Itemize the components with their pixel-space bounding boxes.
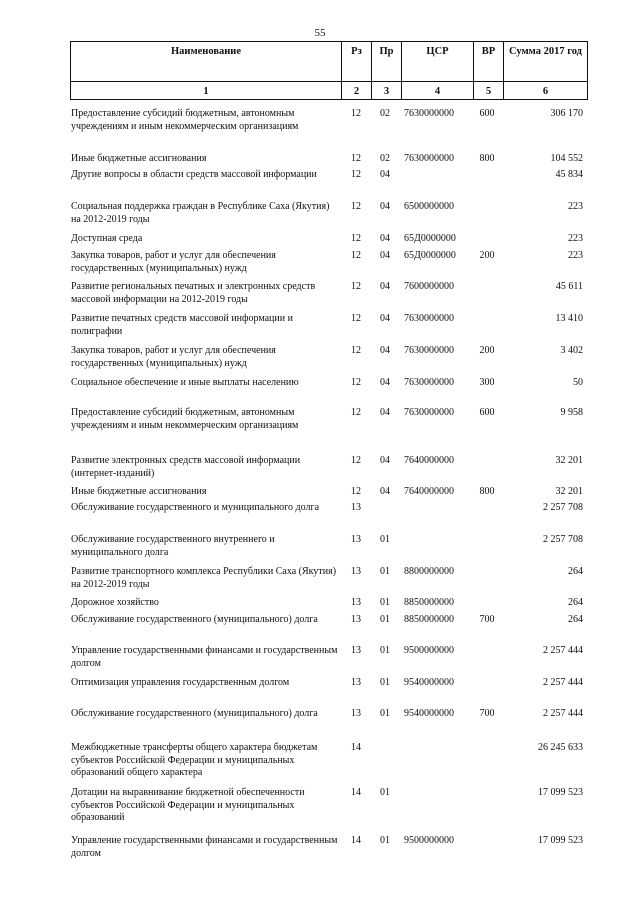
row-rz: 12: [351, 250, 361, 261]
row-name: Закупка товаров, работ и услуг для обеспечения государственных (муниципальных) нужд: [71, 345, 276, 369]
header-name-number: 1: [203, 86, 209, 97]
header-rz-number: 2: [353, 86, 360, 97]
row-name: Предоставление субсидий бюджетным, автономным учреждениям и иным некоммерческим организациям: [71, 108, 299, 132]
row-sum: 32 201: [555, 486, 583, 497]
row-pr: 02: [380, 108, 390, 119]
row-csr: 7640000000: [404, 486, 454, 497]
row-rz: 12: [351, 108, 361, 119]
row-sum: 223: [568, 250, 583, 261]
row-pr: 01: [380, 835, 390, 846]
row-csr: 7630000000: [404, 313, 454, 324]
header-sum-label: Сумма 2017 год: [509, 46, 582, 57]
row-name: Дорожное хозяйство: [71, 597, 159, 608]
row-name: Обслуживание государственного и муниципального долга: [71, 502, 320, 513]
row-pr: 01: [380, 597, 390, 608]
header-csr-number: 4: [434, 86, 441, 97]
row-rz: 12: [351, 169, 361, 180]
row-vr: 200: [479, 345, 495, 356]
row-rz: 12: [351, 313, 361, 324]
row-sum: 104 552: [550, 153, 583, 164]
row-pr: 01: [380, 614, 390, 625]
row-pr: 01: [380, 645, 390, 656]
row-sum: 45 611: [555, 281, 583, 292]
row-name: Оптимизация управления государственным долгом: [71, 677, 290, 688]
row-sum: 3 402: [560, 345, 583, 356]
row-pr: 04: [380, 345, 390, 356]
row-sum: 26 245 633: [538, 742, 583, 753]
row-name: Обслуживание государственного внутреннего и муниципального долга: [71, 534, 275, 558]
row-vr: 600: [479, 108, 495, 119]
row-rz: 12: [351, 455, 361, 466]
row-csr: 7630000000: [404, 108, 454, 119]
row-sum: 17 099 523: [538, 787, 583, 798]
row-rz: 13: [351, 614, 361, 625]
row-rz: 12: [351, 201, 361, 212]
row-csr: 9540000000: [404, 708, 454, 719]
row-csr: 8800000000: [404, 566, 454, 577]
row-rz: 14: [351, 787, 361, 798]
row-rz: 14: [351, 835, 361, 846]
header-vr-number: 5: [485, 86, 492, 97]
row-rz: 12: [351, 486, 361, 497]
row-vr: 700: [479, 614, 495, 625]
row-name: Обслуживание государственного (муниципального) долга: [71, 708, 318, 719]
row-rz: 13: [351, 566, 361, 577]
header-vr-label: ВР: [481, 46, 496, 57]
row-csr: 8850000000: [404, 597, 454, 608]
row-rz: 13: [351, 534, 361, 545]
row-csr: 65Д0000000: [404, 250, 456, 261]
row-csr: 8850000000: [404, 614, 454, 625]
row-pr: 02: [380, 153, 390, 164]
row-rz: 12: [351, 345, 361, 356]
header-pr-label: Пр: [379, 46, 394, 57]
row-csr: 65Д0000000: [404, 233, 456, 244]
row-sum: 2 257 444: [543, 645, 583, 656]
row-sum: 2 257 708: [543, 502, 583, 513]
row-pr: 01: [380, 566, 390, 577]
row-sum: 2 257 708: [543, 534, 583, 545]
row-vr: 200: [479, 250, 495, 261]
row-sum: 264: [568, 597, 583, 608]
row-vr: 600: [479, 407, 495, 418]
row-pr: 04: [380, 486, 390, 497]
row-name: Социальное обеспечение и иные выплаты населению: [71, 377, 299, 388]
row-sum: 32 201: [555, 455, 583, 466]
page-number: 55: [314, 27, 326, 39]
row-sum: 17 099 523: [538, 835, 583, 846]
row-name: Доступная среда: [71, 233, 143, 244]
row-sum: 50: [573, 377, 583, 388]
row-pr: 04: [380, 407, 390, 418]
row-rz: 13: [351, 708, 361, 719]
row-pr: 04: [380, 281, 390, 292]
row-csr: 7640000000: [404, 455, 454, 466]
header-csr-label: ЦСР: [426, 46, 449, 57]
row-name: Другие вопросы в области средств массовой информации: [71, 169, 317, 180]
row-pr: 04: [380, 313, 390, 324]
row-name: Социальная поддержка граждан в Республике Саха (Якутия) на 2012-2019 годы: [71, 201, 330, 225]
header-sum-number: 6: [542, 86, 549, 97]
row-csr: 7630000000: [404, 345, 454, 356]
row-name: Межбюджетные трансферты общего характера бюджетам субъектов Российской Федерации и муниципальных образований общего характера: [71, 742, 318, 778]
row-csr: 9540000000: [404, 677, 454, 688]
row-vr: 800: [479, 153, 495, 164]
row-rz: 13: [351, 597, 361, 608]
row-csr: 7600000000: [404, 281, 454, 292]
row-sum: 13 410: [555, 313, 583, 324]
row-sum: 264: [568, 614, 583, 625]
row-sum: 264: [568, 566, 583, 577]
row-vr: 300: [479, 377, 495, 388]
row-pr: 04: [380, 233, 390, 244]
row-name: Развитие электронных средств массовой информации (интернет-изданий): [71, 455, 301, 479]
row-rz: 14: [351, 742, 361, 753]
row-name: Управление государственными финансами и государственным долгом: [71, 645, 338, 669]
row-name: Предоставление субсидий бюджетным, автономным учреждениям и иным некоммерческим организациям: [71, 407, 299, 431]
row-vr: 700: [479, 708, 495, 719]
row-sum: 223: [568, 233, 583, 244]
row-name: Закупка товаров, работ и услуг для обеспечения государственных (муниципальных) нужд: [71, 250, 276, 274]
row-pr: 04: [380, 455, 390, 466]
row-rz: 13: [351, 502, 361, 513]
row-csr: 9500000000: [404, 835, 454, 846]
row-name: Дотации на выравнивание бюджетной обеспеченности субъектов Российской Федерации и муниципальных образований: [71, 787, 305, 823]
row-name: Обслуживание государственного (муниципального) долга: [71, 614, 318, 625]
row-sum: 2 257 444: [543, 708, 583, 719]
row-pr: 04: [380, 169, 390, 180]
row-csr: 7630000000: [404, 153, 454, 164]
row-pr: 04: [380, 377, 390, 388]
row-vr: 800: [479, 486, 495, 497]
row-sum: 45 834: [555, 169, 583, 180]
row-csr: 6500000000: [404, 201, 454, 212]
row-name: Развитие региональных печатных и электронных средств массовой информации на 2012-2019 годы: [71, 281, 316, 305]
row-pr: 01: [380, 677, 390, 688]
row-rz: 13: [351, 645, 361, 656]
row-csr: 7630000000: [404, 377, 454, 388]
row-pr: 04: [380, 201, 390, 212]
row-pr: 04: [380, 250, 390, 261]
header-pr-number: 3: [383, 86, 390, 97]
header-rz-label: Рз: [351, 46, 362, 57]
row-csr: 9500000000: [404, 645, 454, 656]
row-name: Иные бюджетные ассигнования: [71, 153, 207, 164]
row-name: Управление государственными финансами и государственным долгом: [71, 835, 338, 859]
row-sum: 306 170: [550, 108, 583, 119]
row-name: Развитие транспортного комплекса Республики Саха (Якутия) на 2012-2019 годы: [71, 566, 337, 590]
row-rz: 12: [351, 233, 361, 244]
row-sum: 223: [568, 201, 583, 212]
row-rz: 12: [351, 281, 361, 292]
row-pr: 01: [380, 787, 390, 798]
row-name: Иные бюджетные ассигнования: [71, 486, 207, 497]
row-rz: 12: [351, 153, 361, 164]
row-csr: 7630000000: [404, 407, 454, 418]
row-sum: 2 257 444: [543, 677, 583, 688]
row-pr: 01: [380, 534, 390, 545]
row-rz: 12: [351, 407, 361, 418]
row-rz: 12: [351, 377, 361, 388]
row-name: Развитие печатных средств массовой информации и полиграфии: [71, 313, 293, 337]
header-name-label: Наименование: [171, 46, 241, 57]
row-pr: 01: [380, 708, 390, 719]
row-sum: 9 958: [560, 407, 583, 418]
row-rz: 13: [351, 677, 361, 688]
